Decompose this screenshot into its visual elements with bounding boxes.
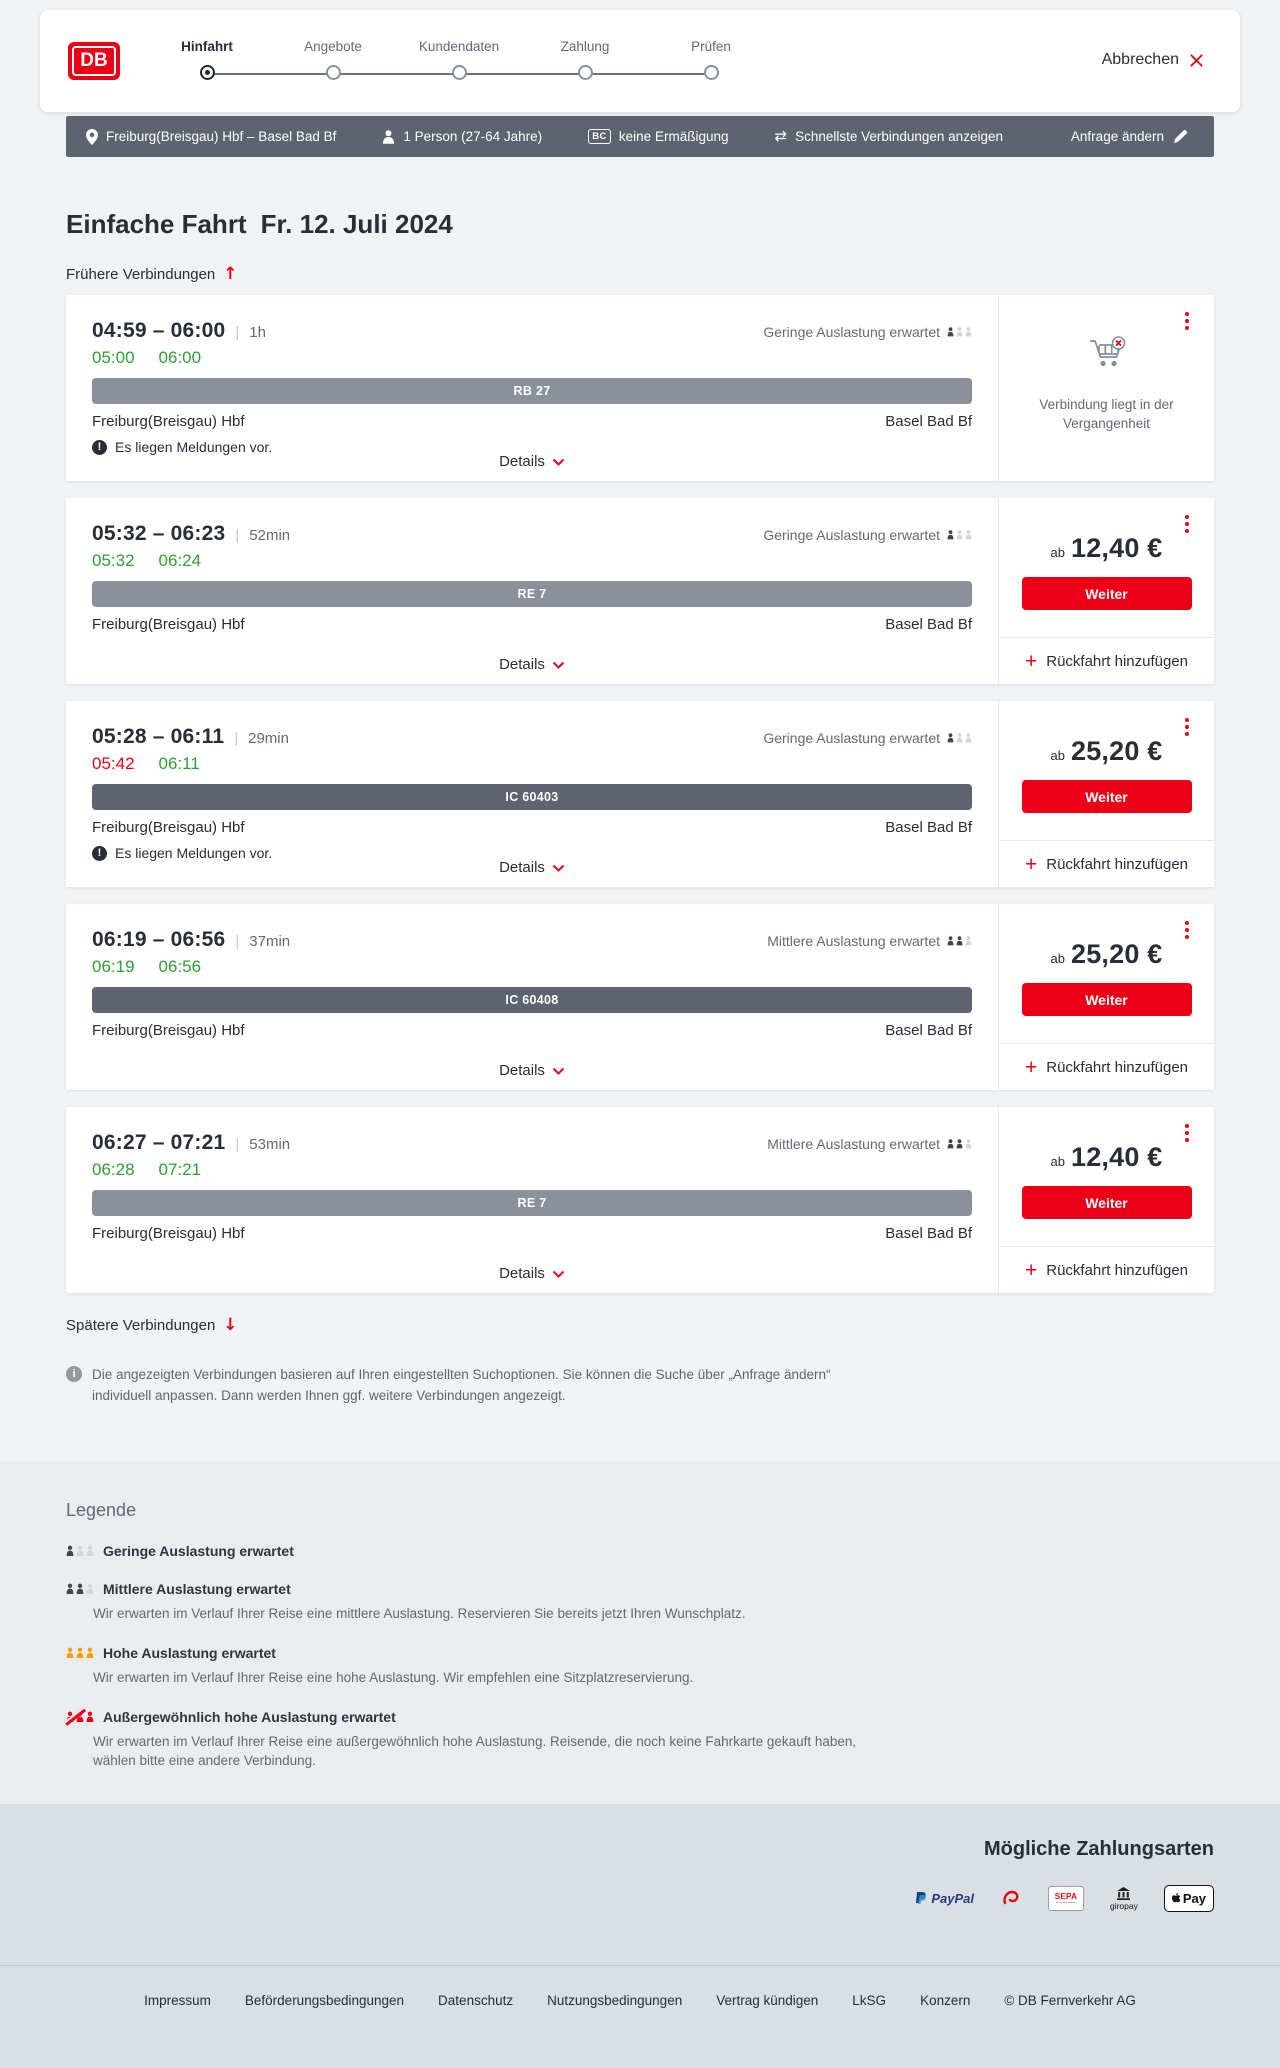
paypal-icon (915, 1891, 928, 1906)
earlier-connections-link[interactable]: Frühere Verbindungen ↑ (66, 264, 238, 284)
realtime-departure: 06:19 (92, 957, 135, 976)
step-kundendaten: Kundendaten (396, 38, 522, 80)
messages-row: ! Es liegen Meldungen vor. (92, 439, 972, 455)
plus-icon: + (1024, 649, 1038, 673)
page-title (66, 209, 1214, 240)
kreditkarte-logo (1000, 1888, 1022, 1908)
pencil-icon (1173, 129, 1188, 144)
app-header (40, 10, 1240, 112)
footer-link-befoerderungsbedingungen[interactable]: Beförderungsbedingungen (244, 1993, 405, 2008)
connection-side-panel (998, 904, 1214, 1090)
details-toggle[interactable]: Details (467, 858, 597, 877)
location-pin-icon (86, 129, 98, 145)
connection-main: 06:27 – 07:21 | 53min Mittlere Auslastung erwartet 06:28 07:21 RE 7 Freiburg(Breisgau) Hbf Basel Bad Bf Details (92, 1131, 972, 1282)
footer-links-bar (0, 1965, 1280, 2008)
realtime-row (92, 957, 972, 977)
connection-main: 05:28 – 06:11 | 29min Geringe Auslastung erwartet 05:42 06:11 IC 60403 Freiburg(Breisgau) Hbf Basel Bad Bf ! Es liegen Meldungen vor. Details (92, 725, 972, 876)
train-segment-bar: RE 7 (92, 1190, 972, 1216)
step-pruefen: Prüfen (648, 38, 774, 80)
info-icon: i (66, 1366, 82, 1382)
add-return-button[interactable]: + Rückfahrt hinzufügen (999, 840, 1214, 887)
cancel-button[interactable] (1096, 50, 1210, 70)
arrival-station: Basel Bad Bf (885, 819, 972, 836)
checkout-stepper (144, 38, 774, 80)
more-options-button[interactable] (1180, 713, 1194, 741)
arrival-station: Basel Bad Bf (885, 413, 972, 430)
more-options-button[interactable] (1180, 1119, 1194, 1147)
occupancy-indicator: Mittlere Auslastung erwartet (767, 1136, 972, 1152)
connection-card (66, 295, 1214, 481)
realtime-row (92, 551, 972, 571)
occupancy-medium-icon (66, 1583, 94, 1595)
step-hinfahrt: Hinfahrt (144, 38, 270, 80)
realtime-arrival: 06:56 (158, 957, 202, 976)
edit-request-button[interactable]: Anfrage ändern (1065, 128, 1194, 145)
weiter-button[interactable]: Weiter (1022, 577, 1192, 610)
applepay-logo (1164, 1885, 1214, 1912)
realtime-departure: 05:32 (92, 551, 135, 570)
cancel-label: Abbrechen (1101, 51, 1179, 68)
step-circle (326, 65, 341, 80)
connection-card (66, 701, 1214, 887)
summary-passengers: 1 Person (27-64 Jahre) (382, 129, 542, 144)
footer-link-lksg[interactable]: LkSG (852, 1993, 887, 2008)
details-toggle[interactable]: Details (467, 655, 597, 674)
connection-duration: 29min (248, 730, 289, 747)
departure-station: Freiburg(Breisgau) Hbf (92, 616, 245, 633)
footer (0, 1804, 1280, 2068)
arrow-up-icon: ↑ (223, 264, 238, 284)
footer-link-datenschutz[interactable]: Datenschutz (438, 1993, 514, 2008)
occupancy-medium-icon (947, 1139, 972, 1149)
connection-side-panel (998, 1107, 1214, 1293)
weiter-button[interactable]: Weiter (1022, 780, 1192, 813)
departure-station: Freiburg(Breisgau) Hbf (92, 819, 245, 836)
legend-title: Legende (66, 1500, 137, 1520)
occupancy-indicator: Geringe Auslastung erwartet (763, 324, 972, 340)
connection-main: 06:19 – 06:56 | 37min Mittlere Auslastung erwartet 06:19 06:56 IC 60408 Freiburg(Breisgau) Hbf Basel Bad Bf Details (92, 928, 972, 1079)
copyright-text: © DB Fernverkehr AG (1004, 1993, 1136, 2008)
plus-icon: + (1024, 852, 1038, 876)
journey-type: Einfache Fahrt (66, 209, 247, 239)
db-logo[interactable] (68, 42, 120, 80)
footer-links (66, 1993, 1214, 2008)
legend-section (0, 1462, 1280, 1804)
arrival-station: Basel Bad Bf (885, 1022, 972, 1039)
person-icon (382, 130, 395, 144)
step-angebote: Angebote (270, 38, 396, 80)
connection-duration: 37min (249, 933, 291, 950)
sepa-card-icon: SEPA (1048, 1886, 1084, 1911)
connection-main: 05:32 – 06:23 | 52min Geringe Auslastung erwartet 05:32 06:24 RE 7 Freiburg(Breisgau) Hbf Basel Bad Bf Details (92, 522, 972, 673)
occupancy-low-icon (66, 1545, 94, 1557)
connection-times: 04:59 – 06:00 (92, 319, 226, 342)
payments-title: Mögliche Zahlungsarten (983, 1838, 1214, 1860)
realtime-departure: 05:00 (92, 348, 135, 367)
weiter-button[interactable]: Weiter (1022, 983, 1192, 1016)
occupancy-exceptional-icon (66, 1711, 94, 1723)
realtime-arrival: 06:11 (158, 754, 200, 773)
legend-item-medium: Mittlere Auslastung erwartet Wir erwarten im Verlauf Ihrer Reise eine mittlere Auslastung. Reservieren Sie bereits jetzt Ihren Wunschplatz. (66, 1581, 1214, 1623)
occupancy-indicator: Mittlere Auslastung erwartet (767, 933, 972, 949)
train-segment-bar: RE 7 (92, 581, 972, 607)
bahncard-icon: BC (588, 129, 611, 144)
step-circle-active (200, 65, 215, 80)
price: ab 12,40 € (1050, 1142, 1163, 1172)
connection-times: 05:32 – 06:23 (92, 522, 226, 545)
more-options-button[interactable] (1180, 510, 1194, 538)
connection-side-panel (998, 295, 1214, 481)
db-logo-text: DB (72, 46, 116, 76)
connection-card (66, 904, 1214, 1090)
legend-item-exceptional: Außergewöhnlich hohe Auslastung erwartet Wir erwarten im Verlauf Ihrer Reise eine außergewöhnlich hohe Auslastung. Reisende, die noch keine Fahrkarte gekauft haben, wählen bitte eine andere Verbindung. (66, 1709, 1214, 1770)
apple-pay-badge: Pay (1164, 1885, 1214, 1912)
cart-unavailable-icon (1086, 336, 1128, 370)
summary-discount: BC keine Ermäßigung (588, 129, 728, 144)
step-circle (578, 65, 593, 80)
connection-card (66, 1107, 1214, 1293)
train-segment-bar: RB 27 (92, 378, 972, 404)
connection-main: 04:59 – 06:00 | 1h Geringe Auslastung erwartet 05:00 06:00 RB 27 Freiburg(Breisgau) Hbf Basel Bad Bf ! Es liegen Meldungen vor. Details (92, 319, 972, 470)
weiter-button[interactable]: Weiter (1022, 1186, 1192, 1219)
connection-times: 06:19 – 06:56 (92, 928, 226, 951)
occupancy-low-icon (947, 733, 972, 743)
departure-station: Freiburg(Breisgau) Hbf (92, 1022, 245, 1039)
occupancy-low-icon (947, 530, 972, 540)
step-circle (704, 65, 719, 80)
connection-times: 06:27 – 07:21 (92, 1131, 226, 1154)
sepa-logo (1048, 1886, 1084, 1911)
arrow-down-icon: ↓ (223, 1315, 238, 1335)
train-segment-bar: IC 60408 (92, 987, 972, 1013)
footer-link-nutzungsbedingungen[interactable]: Nutzungsbedingungen (547, 1993, 683, 2008)
journey-date: Fr. 12. Juli 2024 (260, 209, 453, 239)
train-segment-bar: IC 60403 (92, 784, 972, 810)
departure-station: Freiburg(Breisgau) Hbf (92, 413, 245, 430)
price: ab 12,40 € (1050, 533, 1163, 563)
add-return-button[interactable]: + Rückfahrt hinzufügen (999, 637, 1214, 684)
realtime-arrival: 06:24 (158, 551, 202, 570)
legend-item-high: Hohe Auslastung erwartet Wir erwarten im Verlauf Ihrer Reise eine hohe Auslastung. Wir empfehlen eine Sitzplatzreservierung. (66, 1645, 1214, 1687)
occupancy-high-icon (66, 1647, 94, 1659)
step-circle (452, 65, 467, 80)
more-options-button[interactable] (1180, 916, 1194, 944)
connection-times: 05:28 – 06:11 (92, 725, 225, 748)
paypal-logo: PayPal (915, 1891, 974, 1906)
past-connection-text: Verbindung liegt in der Vergangenheit (1039, 397, 1174, 431)
chevron-down-icon (552, 864, 565, 872)
occupancy-medium-icon (947, 936, 972, 946)
realtime-departure: 06:28 (92, 1160, 135, 1179)
occupancy-indicator: Geringe Auslastung erwartet (763, 527, 972, 543)
details-toggle[interactable]: Details (467, 452, 597, 471)
realtime-departure-delayed: 05:42 (92, 754, 135, 773)
later-connections-link[interactable]: Spätere Verbindungen ↓ (66, 1315, 238, 1335)
realtime-row (92, 348, 972, 368)
chevron-down-icon (552, 458, 565, 466)
more-options-button[interactable] (1180, 307, 1194, 335)
summary-sort-filter[interactable]: ⇄ Schnellste Verbindungen anzeigen (774, 127, 1003, 145)
add-return-button[interactable]: + Rückfahrt hinzufügen (999, 1246, 1214, 1293)
connection-duration: 52min (249, 527, 291, 544)
occupancy-low-icon (947, 327, 972, 337)
alert-icon: ! (92, 440, 107, 455)
search-summary-bar (66, 116, 1214, 157)
swap-arrows-icon: ⇄ (774, 127, 788, 145)
giropay-logo: giropay (1110, 1887, 1138, 1910)
departure-station: Freiburg(Breisgau) Hbf (92, 1225, 245, 1242)
details-toggle[interactable]: Details (467, 1264, 597, 1283)
search-options-note: i Die angezeigten Verbindungen basieren auf Ihren eingestellten Suchoptionen. Sie können die Suche über „Anfrage ändern“ individuell anpassen. Dann werden Ihnen ggf. weitere Verbindungen angezeigt. (66, 1364, 866, 1462)
connection-side-panel (998, 701, 1214, 887)
payment-logos-row (66, 1881, 1214, 1915)
connection-duration: 1h (249, 324, 266, 341)
realtime-arrival: 07:21 (158, 1160, 202, 1179)
payments-section (66, 1804, 1214, 1915)
footer-link-impressum[interactable]: Impressum (144, 1993, 211, 2008)
connection-duration: 53min (249, 1136, 291, 1153)
plus-icon: + (1024, 1258, 1038, 1282)
realtime-row (92, 1160, 972, 1180)
apple-icon (1172, 1893, 1181, 1904)
details-toggle[interactable]: Details (467, 1061, 597, 1080)
connection-card (66, 498, 1214, 684)
arrival-station: Basel Bad Bf (885, 616, 972, 633)
plus-icon: + (1024, 1055, 1038, 1079)
footer-link-konzern[interactable]: Konzern (920, 1993, 971, 2008)
realtime-row (92, 754, 972, 774)
alert-icon: ! (92, 846, 107, 861)
footer-link-vertrag-kuendigen[interactable]: Vertrag kündigen (716, 1993, 819, 2008)
add-return-button[interactable]: + Rückfahrt hinzufügen (999, 1043, 1214, 1090)
close-icon (1189, 53, 1204, 68)
price: ab 25,20 € (1050, 736, 1163, 766)
connection-side-panel (998, 498, 1214, 684)
summary-route: Freiburg(Breisgau) Hbf – Basel Bad Bf (86, 129, 336, 145)
price: ab 25,20 € (1050, 939, 1163, 969)
chevron-down-icon (552, 661, 565, 669)
giropay-icon (1117, 1887, 1130, 1900)
realtime-arrival: 06:00 (158, 348, 202, 367)
arrival-station: Basel Bad Bf (885, 1225, 972, 1242)
chevron-down-icon (552, 1067, 565, 1075)
legend-item-low: Geringe Auslastung erwartet (66, 1543, 1214, 1559)
chevron-down-icon (552, 1270, 565, 1278)
credit-card-swirl-icon (1000, 1888, 1022, 1908)
step-zahlung: Zahlung (522, 38, 648, 80)
occupancy-indicator: Geringe Auslastung erwartet (763, 730, 972, 746)
messages-row: ! Es liegen Meldungen vor. (92, 845, 972, 861)
